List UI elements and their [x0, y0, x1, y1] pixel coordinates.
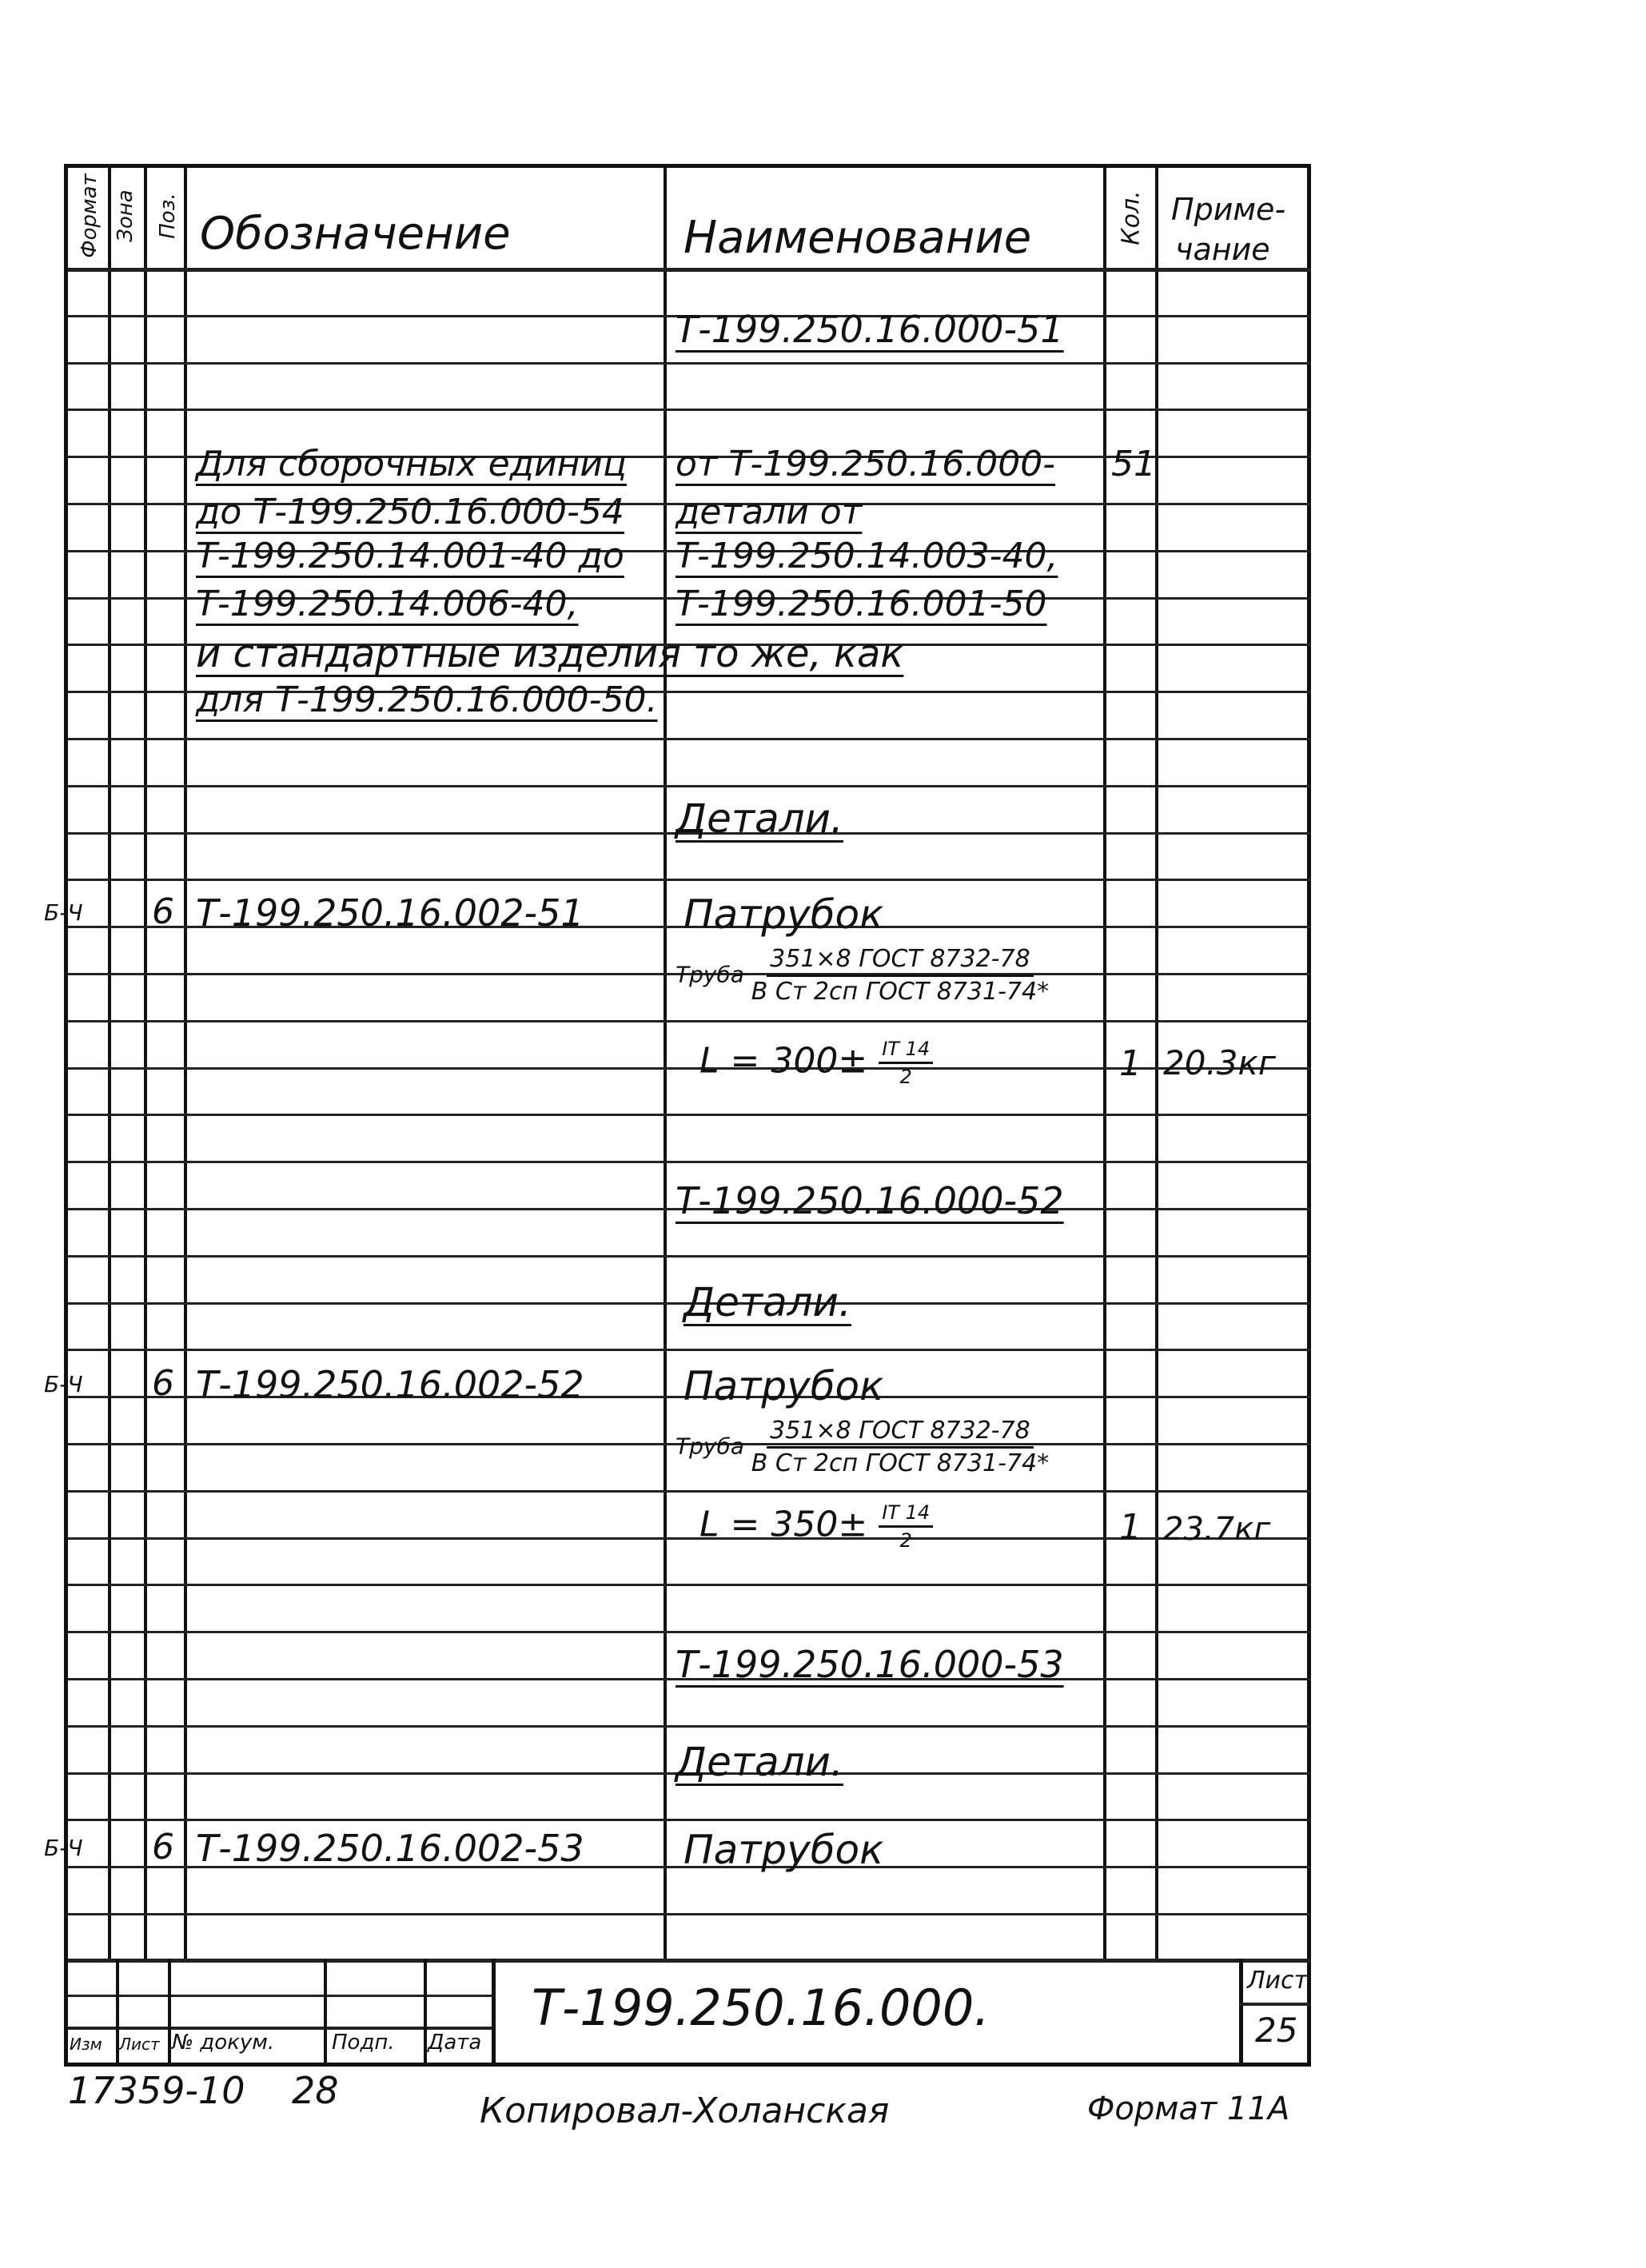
row-pipe-spec	[676, 947, 1049, 1004]
row-rule	[68, 362, 1311, 365]
stamp-col-line	[324, 1959, 327, 2067]
header-qty: Кол.	[1117, 190, 1146, 245]
row-name: Т-199.250.16.000-52	[676, 1179, 1064, 1222]
col-divider-zone	[144, 168, 147, 1959]
stamp-col-sheet: Лист	[119, 2035, 160, 2054]
row-rule	[68, 1631, 1311, 1633]
row-rule	[68, 1161, 1311, 1163]
row-name: Патрубок	[684, 891, 884, 938]
row-qty: 1	[1119, 1507, 1142, 1548]
stamp-row-line	[68, 2027, 492, 2030]
stamp-col-date: Дата	[428, 2031, 482, 2055]
row-pipe-spec	[676, 1419, 1049, 1476]
footer-page-number: 28	[292, 2069, 339, 2112]
row-designation: Т-199.250.16.002-53	[196, 1827, 584, 1870]
pipe-spec-numerator: 351×8 ГОСТ 8732-78	[767, 947, 1034, 977]
col-divider-designation	[664, 168, 667, 1959]
row-designation: Т-199.250.16.002-52	[196, 1363, 584, 1406]
header-name: Наименование	[684, 212, 1032, 264]
col-divider-pos	[184, 168, 187, 1959]
row-designation: Т-199.250.14.006-40,	[196, 584, 579, 624]
specification-sheet	[44, 164, 1311, 2067]
row-name: детали от	[676, 492, 863, 532]
stamp-sheet-number: 25	[1255, 2011, 1298, 2050]
row-format: Б-Ч	[44, 1371, 83, 1397]
length-label: L = 300±	[699, 1040, 868, 1082]
row-name: Т-199.250.16.000-53	[676, 1643, 1064, 1686]
row-span-text: для Т-199.250.16.000-50.	[196, 680, 658, 720]
row-length	[699, 1039, 933, 1086]
row-name: Патрубок	[684, 1363, 884, 1409]
row-designation: Т-199.250.16.002-51	[196, 891, 584, 935]
col-divider-name	[1103, 168, 1106, 1959]
col-divider-qty	[1155, 168, 1158, 1959]
pipe-spec-denominator: В Ст 2сп ГОСТ 8731-74*	[751, 978, 1050, 1006]
row-span-text: и стандартные изделия то же, как	[196, 632, 904, 676]
stamp-col-line	[424, 1959, 427, 2067]
stamp-sheet-divider	[1239, 2003, 1311, 2006]
header-designation: Обозначение	[200, 208, 511, 260]
row-name: Детали.	[676, 1739, 843, 1785]
row-designation: Для сборочных единиц	[196, 444, 627, 484]
row-note: 23.7кг	[1163, 1511, 1271, 1548]
tolerance-numerator: IT 14	[879, 1503, 933, 1528]
row-pos: 6	[152, 1363, 174, 1404]
row-name: Детали.	[684, 1279, 851, 1325]
row-rule	[68, 785, 1311, 787]
row-pos: 6	[152, 1827, 174, 1867]
header-note-line2: чание	[1175, 232, 1270, 267]
row-rule	[68, 1255, 1311, 1258]
header-zone: Зона	[114, 189, 137, 242]
stamp-sheet-col-line	[1239, 1959, 1243, 2067]
col-divider-format	[108, 168, 111, 1959]
row-rule	[68, 1490, 1311, 1493]
stamp-col-line	[168, 1959, 171, 2067]
tolerance-denominator: 2	[899, 1529, 912, 1552]
stamp-row-line	[68, 1995, 492, 1997]
row-name: Т-199.250.16.001-50	[676, 584, 1047, 624]
row-rule	[68, 1114, 1311, 1116]
stamp-col-sign: Подп.	[332, 2031, 395, 2055]
row-pos: 6	[152, 891, 174, 932]
tolerance-denominator: 2	[899, 1066, 912, 1088]
header-format: Формат	[78, 173, 102, 258]
length-label: L = 350±	[699, 1504, 868, 1545]
row-name: Детали.	[676, 795, 843, 842]
header-pos: Поз.	[156, 193, 180, 239]
row-rule	[68, 409, 1311, 411]
stamp-top-border	[68, 1959, 1311, 1963]
stamp-doc-code: Т-199.250.16.000.	[532, 1979, 990, 2037]
row-length	[699, 1503, 933, 1550]
pipe-spec-numerator: 351×8 ГОСТ 8732-78	[767, 1419, 1034, 1449]
footer-copied-by: Копировал-Холанская	[480, 2091, 890, 2131]
row-note: 20.3кг	[1163, 1043, 1276, 1082]
row-rule	[68, 1584, 1311, 1586]
row-name: Патрубок	[684, 1827, 884, 1873]
footer-inventory-number: 17359-10	[68, 2069, 245, 2112]
row-name: Т-199.250.16.000-51	[676, 308, 1064, 351]
row-name: Т-199.250.14.003-40,	[676, 536, 1058, 576]
stamp-col-doc: № докум.	[172, 2031, 275, 2055]
stamp-sheet-label: Лист	[1247, 1967, 1309, 1995]
row-qty: 1	[1119, 1043, 1142, 1084]
header-divider	[68, 268, 1311, 272]
footer-format: Формат 11А	[1087, 2091, 1290, 2127]
row-rule	[68, 1725, 1311, 1728]
row-rule	[68, 1913, 1311, 1915]
row-designation: до Т-199.250.16.000-54	[196, 492, 624, 532]
row-rule	[68, 1819, 1311, 1821]
row-designation: Т-199.250.14.001-40 до	[196, 536, 624, 576]
row-format: Б-Ч	[44, 899, 83, 926]
header-note-line1: Приме-	[1171, 192, 1286, 227]
row-rule	[68, 1349, 1311, 1351]
stamp-col-line	[492, 1959, 496, 2067]
row-rule	[68, 879, 1311, 881]
pipe-label: Труба	[676, 1433, 744, 1460]
stamp-col-change: Изм	[70, 2035, 102, 2054]
row-qty: 51	[1111, 444, 1156, 484]
row-rule	[68, 738, 1311, 740]
row-name: от Т-199.250.16.000-	[676, 444, 1056, 484]
pipe-spec-denominator: В Ст 2сп ГОСТ 8731-74*	[751, 1449, 1050, 1477]
row-format: Б-Ч	[44, 1835, 83, 1861]
tolerance-numerator: IT 14	[879, 1039, 933, 1064]
pipe-label: Труба	[676, 961, 744, 988]
row-rule	[68, 1020, 1311, 1022]
